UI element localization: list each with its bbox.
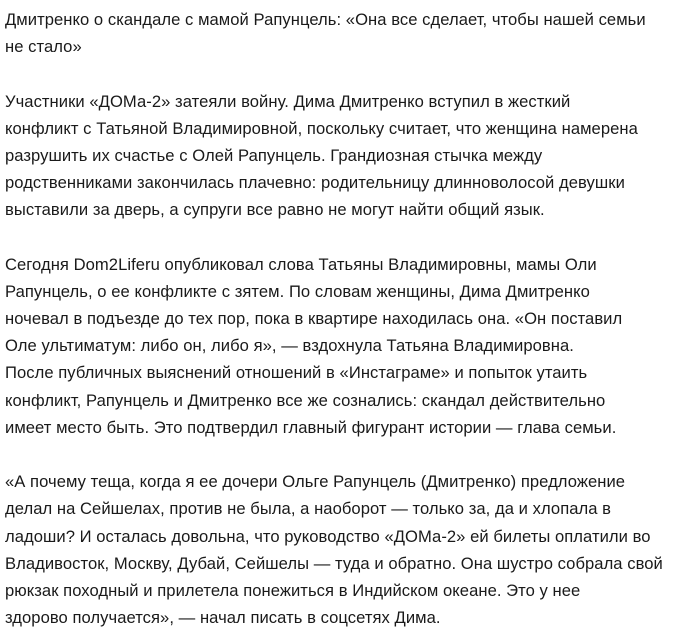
paragraph-line: конфликт с Татьяной Владимировной, поскольку считает, что женщина намерена (5, 118, 638, 138)
paragraph-spacer (5, 60, 691, 87)
paragraph-context (5, 251, 691, 441)
paragraph-line: выставили за дверь, а супруги все равно не могут найти общий язык. (5, 200, 545, 220)
paragraph-line: конфликт, Рапунцель и Дмитренко все же сознались: скандал действительно (5, 390, 606, 410)
paragraph-line: ладоши? И осталась довольна, что руководство «ДОМа-2» ей билеты оплатили во (5, 526, 651, 546)
paragraph-spacer (5, 224, 691, 251)
paragraph-line: имеет место быть. Это подтвердил главный фигурант истории — глава семьи. (5, 417, 617, 437)
paragraph-spacer (5, 441, 691, 468)
paragraph-line: Участники «ДОМа-2» затеяли войну. Дима Дмитренко вступил в жесткий (5, 91, 571, 111)
title-line: не стало» (5, 37, 82, 57)
paragraph-line: здорово получается», — начал писать в соцсетях Дима. (5, 608, 441, 628)
title-line: Дмитренко о скандале с мамой Рапунцель: «Она все сделает, чтобы нашей семьи (5, 10, 646, 29)
paragraph-line: делал на Сейшелах, против не была, а наоборот — только за, да и хлопала в (5, 499, 612, 519)
paragraph-line: Сегодня Dom2Liferu опубликовал слова Татьяны Владимировны, мамы Оли (5, 254, 597, 274)
paragraph-quote (5, 468, 691, 631)
paragraph-line: ночевал в подъезде до тех пор, пока в квартире находилась она. «Он поставил (5, 309, 623, 329)
paragraph-line: Владивосток, Москву, Дубай, Сейшелы — туда и обратно. Она шустро собрала свой (5, 553, 663, 573)
paragraph-line: разрушить их счастье с Олей Рапунцель. Грандиозная стычка между (5, 145, 543, 165)
paragraph-intro (5, 88, 691, 224)
paragraph-line: «А почему теща, когда я ее дочери Ольге Рапунцель (Дмитренко) предложение (5, 472, 626, 492)
paragraph-line: родственниками закончилась плачевно: родительницу длинноволосой девушки (5, 173, 625, 193)
paragraph-line: рюкзак походный и прилетела понежиться в Индийском океане. Это у нее (5, 580, 581, 600)
paragraph-line: Рапунцель, о ее конфликте с зятем. По словам женщины, Дима Дмитренко (5, 281, 590, 301)
paragraph-line: Оле ультиматум: либо он, либо я», — вздохнула Татьяна Владимировна. (5, 336, 574, 356)
article-title (5, 6, 691, 60)
paragraph-line: После публичных выяснений отношений в «Инстаграме» и попыток утаить (5, 363, 588, 383)
